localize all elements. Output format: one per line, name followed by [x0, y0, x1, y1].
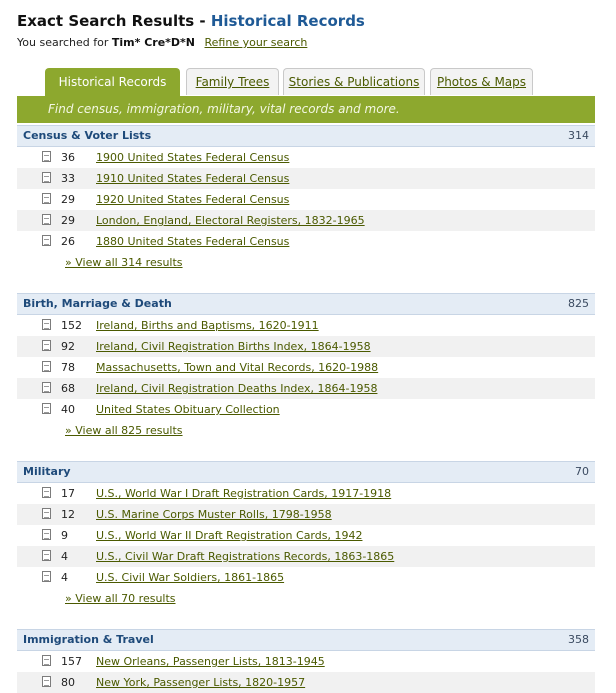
result-count: 68: [61, 382, 75, 395]
category-tabs: [17, 68, 595, 96]
result-row: [17, 567, 595, 588]
result-row: [17, 231, 595, 252]
result-row: [17, 168, 595, 189]
collection-link[interactable]: U.S., Civil War Draft Registrations Records, 1863-1865: [96, 550, 395, 563]
result-count: 152: [61, 319, 82, 332]
category-tagline: Find census, immigration, military, vital records and more.: [17, 96, 595, 123]
result-row: [17, 357, 595, 378]
collection-link[interactable]: U.S. Civil War Soldiers, 1861-1865: [96, 571, 285, 584]
tab-family-trees[interactable]: Family Trees: [186, 68, 279, 95]
collection-link[interactable]: New Orleans, Passenger Lists, 1813-1945: [96, 655, 325, 668]
section-count: 314: [568, 129, 589, 142]
result-count: 4: [61, 571, 68, 584]
result-count: 17: [61, 487, 75, 500]
section-title: Military: [23, 465, 71, 478]
result-count: 36: [61, 151, 75, 164]
result-count: 29: [61, 214, 75, 227]
refine-search-link[interactable]: Refine your search: [204, 36, 308, 49]
collection-link[interactable]: Massachusetts, Town and Vital Records, 1620-1988: [96, 361, 379, 374]
result-count: 26: [61, 235, 75, 248]
search-query: Tim* Cre*D*N: [111, 36, 195, 49]
result-row: [17, 147, 595, 168]
result-count: 78: [61, 361, 75, 374]
document-icon: [42, 508, 51, 519]
searched-prefix: You searched for: [17, 36, 109, 49]
document-icon: [42, 340, 51, 351]
search-summary: [17, 36, 307, 49]
collection-link[interactable]: London, England, Electoral Registers, 1832-1965: [96, 214, 365, 227]
result-row: [17, 525, 595, 546]
collection-link[interactable]: U.S., World War I Draft Registration Cards, 1917-1918: [96, 487, 392, 500]
result-row: [17, 546, 595, 567]
collection-link[interactable]: 1910 United States Federal Census: [96, 172, 290, 185]
document-icon: [42, 550, 51, 561]
section-header: [17, 461, 595, 483]
tab-photos-maps[interactable]: Photos & Maps: [430, 68, 533, 95]
section-header: [17, 293, 595, 315]
document-icon: [42, 235, 51, 246]
document-icon: [42, 361, 51, 372]
document-icon: [42, 655, 51, 666]
collection-link[interactable]: 1880 United States Federal Census: [96, 235, 290, 248]
section-title: Census & Voter Lists: [23, 129, 152, 142]
tab-stories-publications[interactable]: Stories & Publications: [283, 68, 425, 95]
results-section: [17, 461, 595, 609]
view-all-link[interactable]: » View all 314 results: [65, 256, 183, 269]
collection-link[interactable]: Ireland, Civil Registration Deaths Index, 1864-1958: [96, 382, 378, 395]
document-icon: [42, 172, 51, 183]
page-title-category: Historical Records: [210, 12, 365, 30]
document-icon: [42, 382, 51, 393]
section-header: [17, 629, 595, 651]
document-icon: [42, 214, 51, 225]
result-row: [17, 189, 595, 210]
section-count: 358: [568, 633, 589, 646]
section-title: Immigration & Travel: [23, 633, 154, 646]
result-count: 12: [61, 508, 75, 521]
tab-historical-records[interactable]: Historical Records: [45, 68, 180, 97]
result-row: [17, 336, 595, 357]
result-row: [17, 315, 595, 336]
result-count: 92: [61, 340, 75, 353]
page-title-prefix: Exact Search Results -: [17, 12, 211, 30]
result-count: 80: [61, 676, 75, 689]
document-icon: [42, 403, 51, 414]
collection-link[interactable]: Ireland, Births and Baptisms, 1620-1911: [96, 319, 319, 332]
result-count: 157: [61, 655, 82, 668]
section-header: [17, 125, 595, 147]
collection-link[interactable]: New York, Passenger Lists, 1820-1957: [96, 676, 306, 689]
document-icon: [42, 529, 51, 540]
section-title: Birth, Marriage & Death: [23, 297, 172, 310]
results-section: [17, 125, 595, 273]
document-icon: [42, 676, 51, 687]
result-row: [17, 651, 595, 672]
document-icon: [42, 487, 51, 498]
result-count: 29: [61, 193, 75, 206]
result-count: 4: [61, 550, 68, 563]
result-row: [17, 378, 595, 399]
result-row: [17, 504, 595, 525]
collection-link[interactable]: U.S., World War II Draft Registration Cards, 1942: [96, 529, 363, 542]
results-section: [17, 629, 595, 693]
collection-link[interactable]: 1920 United States Federal Census: [96, 193, 290, 206]
result-count: 33: [61, 172, 75, 185]
view-all-link[interactable]: » View all 70 results: [65, 592, 176, 605]
section-count: 70: [575, 465, 589, 478]
collection-link[interactable]: U.S. Marine Corps Muster Rolls, 1798-1958: [96, 508, 332, 521]
result-row: [17, 672, 595, 693]
collection-link[interactable]: Ireland, Civil Registration Births Index, 1864-1958: [96, 340, 371, 353]
document-icon: [42, 319, 51, 330]
result-row: [17, 483, 595, 504]
view-all-link[interactable]: » View all 825 results: [65, 424, 183, 437]
result-row: [17, 399, 595, 420]
result-row: [17, 210, 595, 231]
document-icon: [42, 193, 51, 204]
collection-link[interactable]: United States Obituary Collection: [96, 403, 280, 416]
result-count: 40: [61, 403, 75, 416]
collection-link[interactable]: 1900 United States Federal Census: [96, 151, 290, 164]
page-title: [17, 12, 365, 30]
section-count: 825: [568, 297, 589, 310]
result-count: 9: [61, 529, 68, 542]
document-icon: [42, 571, 51, 582]
results-section: [17, 293, 595, 441]
document-icon: [42, 151, 51, 162]
